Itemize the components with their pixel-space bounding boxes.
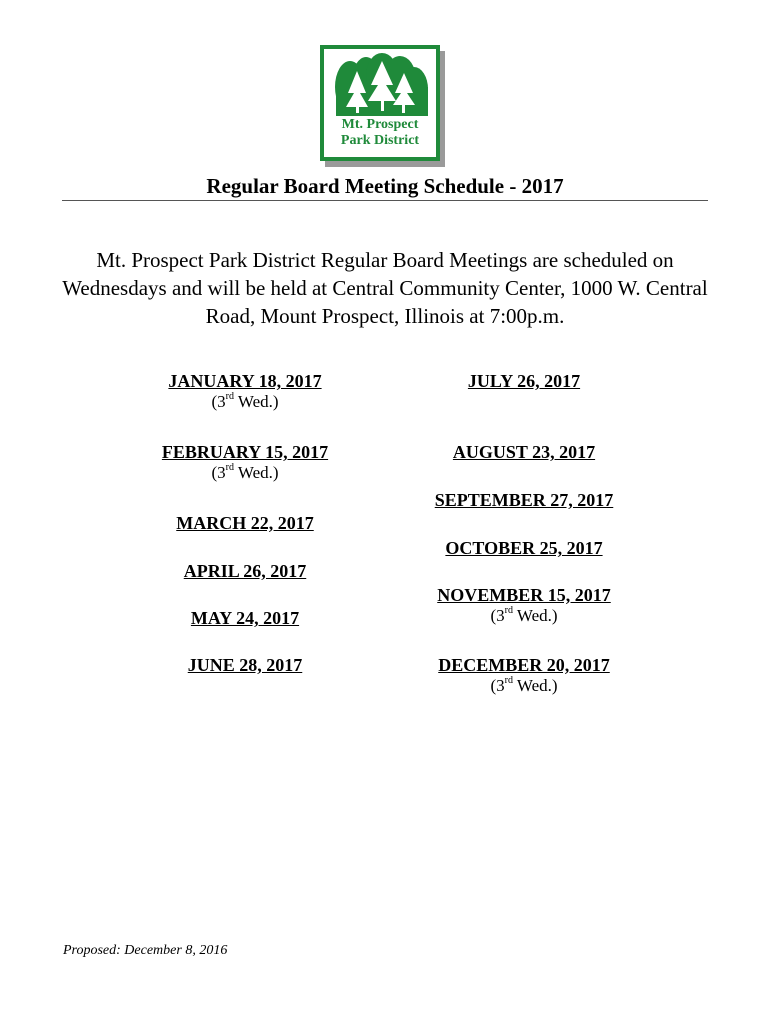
meeting-date: OCTOBER 25, 2017: [445, 538, 603, 558]
meeting-note: (3rd Wed.): [211, 462, 279, 482]
meeting-entry: [404, 441, 644, 463]
meeting-entry: [404, 489, 644, 511]
meeting-date: JUNE 28, 2017: [187, 655, 303, 675]
meeting-note: (3rd Wed.): [490, 675, 558, 695]
meeting-date: DECEMBER 20, 2017: [438, 655, 610, 675]
meeting-note: (3rd Wed.): [490, 605, 558, 625]
meeting-date: SEPTEMBER 27, 2017: [434, 490, 614, 510]
meeting-entry: [404, 654, 644, 696]
meeting-entry: [125, 512, 365, 534]
meeting-entry: [125, 560, 365, 582]
logo-text-line2: Park District: [340, 133, 420, 148]
meeting-entry: [125, 441, 365, 483]
meeting-entry: [404, 584, 644, 626]
proposed-date-footer: Proposed: December 8, 2016: [63, 943, 228, 958]
meeting-entry: [125, 607, 365, 629]
meeting-entry: [125, 370, 365, 412]
page-title: Regular Board Meeting Schedule - 2017: [206, 174, 564, 198]
meeting-entry: [125, 654, 365, 676]
meeting-date: AUGUST 23, 2017: [452, 442, 596, 462]
park-district-logo: [320, 45, 446, 167]
meeting-date: MARCH 22, 2017: [176, 513, 314, 533]
meeting-date: FEBRUARY 15, 2017: [161, 442, 329, 462]
meeting-entry: [404, 537, 644, 559]
meeting-date: NOVEMBER 15, 2017: [437, 585, 611, 605]
logo-text-line1: Mt. Prospect: [341, 117, 419, 132]
meeting-note: (3rd Wed.): [211, 391, 279, 411]
meeting-date: JULY 26, 2017: [467, 371, 581, 391]
meeting-date: MAY 24, 2017: [190, 608, 300, 628]
meeting-entry: [404, 370, 644, 392]
meeting-date: APRIL 26, 2017: [183, 561, 307, 581]
meeting-date: JANUARY 18, 2017: [168, 371, 322, 391]
title-divider: [62, 200, 708, 201]
intro-paragraph: Mt. Prospect Park District Regular Board Meetings are scheduled on Wednesdays and will be held at Central Community Center, 1000 W. Central Road, Mount Prospect, Illinois at 7:00p.m.: [62, 248, 708, 328]
